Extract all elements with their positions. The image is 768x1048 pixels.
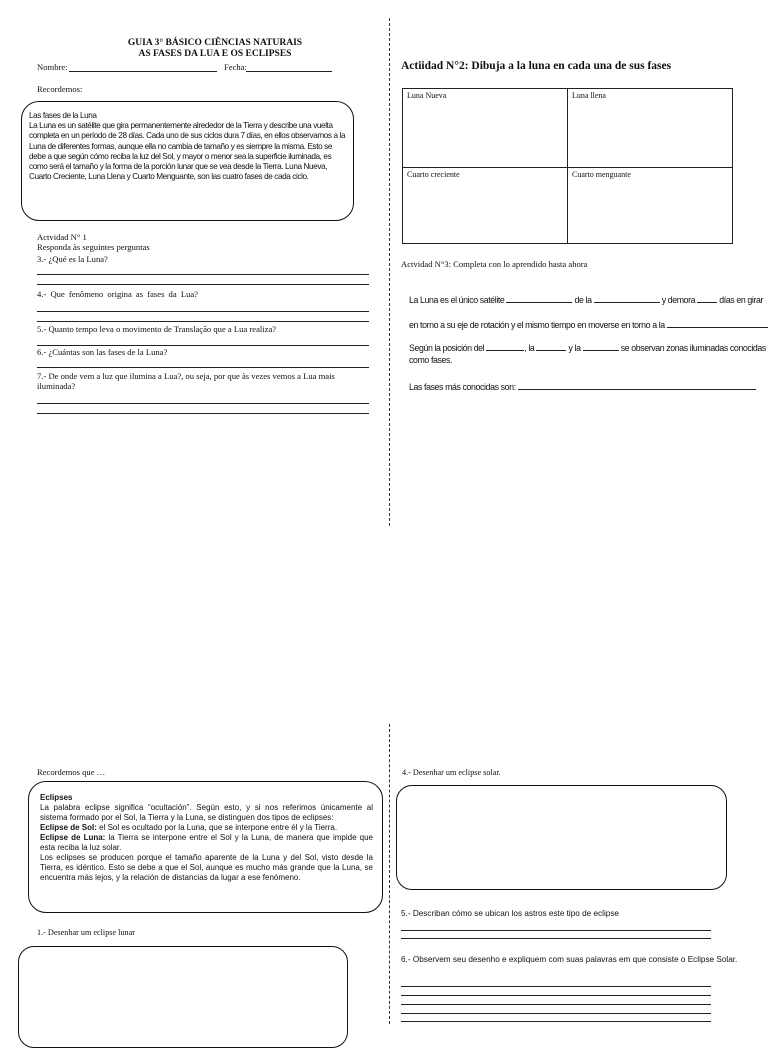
question-6-explain: 6.- Observem seu desenho e expliquem com suas palavras em que consiste o Eclipse Solar. — [401, 955, 738, 964]
answer-line[interactable] — [401, 1021, 711, 1022]
blank-input[interactable] — [486, 342, 524, 351]
eclipses-paragraph-2: Los eclipses se producen porque el tamaño aparente de la Luna y del Sol, visto desde la Tierra, es idéntico. Esto se debe a que el Sol, aunque es mucho más grande que la Luna, se encuentra más lejos, y la relación de distancias da lugar a ese fenómeno. — [40, 853, 373, 882]
answer-line[interactable] — [401, 986, 711, 987]
question-6: 6.- ¿Cuántas son las fases de la Luna? — [37, 347, 168, 357]
blank-input[interactable] — [667, 319, 768, 328]
solar-eclipse-drawing-area[interactable] — [396, 785, 727, 890]
date-line[interactable] — [246, 71, 332, 72]
question-5-describe: 5.- Describan cómo se ubican los astros este tipo de eclipse — [401, 909, 619, 918]
page-divider-top — [389, 18, 390, 526]
question-1-eclipse-lunar: 1.- Desenhar um eclipse lunar — [37, 928, 135, 937]
answer-line[interactable] — [37, 413, 369, 414]
cell-luna-llena[interactable] — [568, 89, 732, 167]
guide-title-line2: AS FASES DA LUA E OS ECLIPSES — [138, 49, 292, 59]
activity2-title: Actiidad N°2: Dibuja a la luna en cada una de sus fases — [401, 60, 672, 72]
fill-sentence-1: La Luna es el único satélite de la y demora días en girar — [409, 295, 763, 305]
guide-title-line1: GUIA 3° BÁSICO CIÊNCIAS NATURAIS — [127, 38, 303, 48]
blank-input[interactable] — [583, 342, 619, 351]
answer-line[interactable] — [37, 274, 369, 275]
answer-line[interactable] — [37, 345, 369, 346]
answer-line[interactable] — [37, 367, 369, 368]
answer-line[interactable] — [401, 930, 711, 931]
eclipses-info-box — [28, 781, 383, 913]
blank-input[interactable] — [506, 294, 572, 303]
fill-sentence-3: Según la posición del , la y la se observan zonas iluminadas conocidas como fases. — [409, 343, 766, 365]
name-line[interactable] — [69, 71, 217, 72]
activity3-title: Actvidad N°3: Completa con lo aprendido hasta ahora — [401, 259, 588, 269]
name-label: Nombre: — [37, 62, 68, 72]
recordemos-label: Recordemos: — [37, 84, 83, 94]
answer-line[interactable] — [37, 284, 369, 285]
date-field — [224, 62, 247, 72]
blank-input[interactable] — [594, 294, 660, 303]
cell-cuarto-menguante[interactable] — [568, 168, 732, 244]
answer-line[interactable] — [401, 938, 711, 939]
answer-line[interactable] — [401, 1013, 711, 1014]
lunar-eclipse-drawing-area[interactable] — [18, 946, 348, 1048]
activity1-header — [37, 232, 150, 252]
question-7: 7.- De onde vem a luz que ilumina a Lua?, ou seja, por que às vezes vemos a Lua mais iluminada? — [37, 371, 335, 391]
date-label: Fecha: — [224, 62, 247, 72]
answer-line[interactable] — [37, 311, 369, 312]
phase-label: Cuarto menguante — [572, 170, 631, 179]
cell-luna-nueva[interactable] — [403, 89, 567, 167]
recordemos-que-label: Recordemos que … — [37, 767, 106, 777]
question-4: 4.- Que fenômeno origina as fases da Lua? — [37, 289, 198, 299]
answer-line[interactable] — [37, 403, 369, 404]
moon-phases-table — [402, 88, 733, 244]
answer-line[interactable] — [401, 995, 711, 996]
activity1-title: Actvidad N° 1 — [37, 232, 87, 242]
question-4-eclipse-solar: 4.- Desenhar um eclipse solar. — [402, 768, 501, 777]
answer-line[interactable] — [37, 321, 369, 322]
info-text: La Luna es un satélite que gira permanentemente alrededor de la Tierra y describe una vuelta completa en un período de 28 días. Cada uno de sus ciclos dura 7 días, en ellos observamos a la Luna de diferentes formas, aunque ella no cambia de tamaño y es siempre la misma. Esto se debe a que según cómo reciba la luz del Sol, y mayor o menor sea la superficie iluminada, es como será el tamaño y la forma de la porción lunar que se vea desde la Tierra. Luna Nueva, Cuarto Creciente, Luna Llena y Cuarto Menguante, son las cuatro fases de cada ciclo. — [29, 121, 346, 182]
eclipses-paragraph-1: La palabra eclipse significa “ocultación”. Según esto, y si nos referimos únicamente al sistema formado por el Sol, la Tierra y la Luna, se distinguen dos tipos de eclipses: — [40, 803, 373, 822]
page-divider-bottom — [389, 724, 390, 1024]
moon-phases-info-box — [21, 101, 354, 221]
guide-title — [120, 38, 310, 60]
eclipse-luna-def: Eclipse de Luna: la Tierra se interpone entre el Sol y la Luna, de manera que impide que esta reciba la luz solar. — [40, 833, 373, 852]
answer-line[interactable] — [401, 1004, 711, 1005]
eclipses-title: Eclipses — [40, 793, 73, 802]
question-3: 3.- ¿Qué es la Luna? — [37, 254, 108, 264]
fill-sentence-4: Las fases más conocidas son: — [409, 381, 754, 392]
cell-cuarto-creciente[interactable] — [403, 168, 567, 244]
blank-input[interactable] — [518, 381, 756, 390]
info-title: Las fases de la Luna — [29, 111, 97, 120]
fill-sentence-2: en torno a su eje de rotación y el mismo tiempo en moverse en torno a la — [409, 319, 754, 330]
blank-input[interactable] — [697, 294, 717, 303]
eclipse-sol-def: Eclipse de Sol: el Sol es ocultado por la Luna, que se interpone entre él y la Tierra. — [40, 823, 338, 832]
phase-label: Luna llena — [572, 91, 606, 100]
blank-input[interactable] — [536, 342, 566, 351]
phase-label: Cuarto creciente — [407, 170, 460, 179]
name-field[interactable] — [37, 62, 68, 72]
phase-label: Luna Nueva — [407, 91, 447, 100]
question-5: 5.- Quanto tempo leva o movimento de Translação que a Lua realiza? — [37, 324, 277, 334]
activity1-subtitle: Responda às seguintes perguntas — [37, 242, 150, 252]
